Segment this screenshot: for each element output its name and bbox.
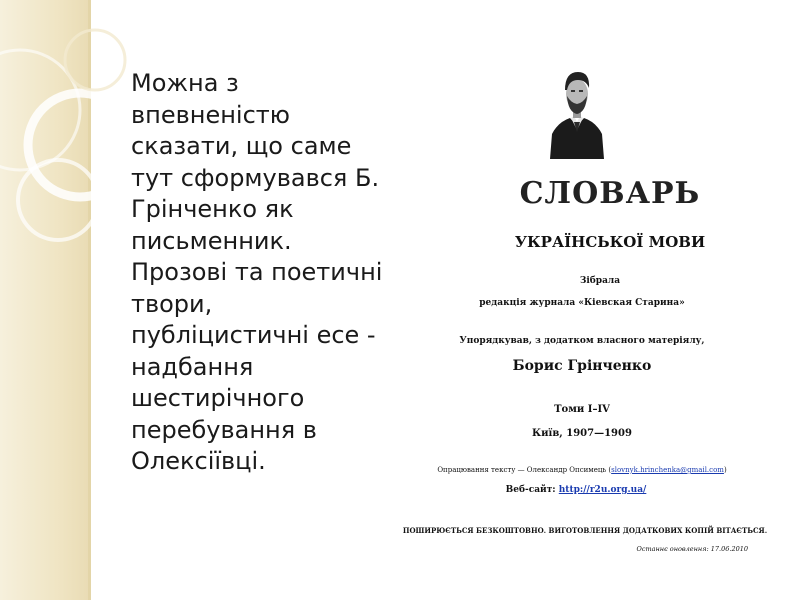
body-line: публіцистичні есе - xyxy=(131,321,376,349)
body-line: шестирічного xyxy=(131,384,305,412)
website-link[interactable]: http://r2u.org.ua/ xyxy=(558,485,647,495)
digitized-prefix: Опрацювання тексту — Олександр Опсимець ( xyxy=(437,466,612,474)
last-updated-text: Останнє оновлення: 17.06.2010 xyxy=(636,545,748,553)
author-portrait xyxy=(548,56,606,159)
dictionary-title: СЛОВАРЬ xyxy=(519,176,701,211)
body-line: твори, xyxy=(131,289,213,318)
contact-email-link[interactable]: slovnyk.hrinchenka@gmail.com xyxy=(611,466,724,474)
body-line: впевненістю xyxy=(131,100,290,129)
arranged-by-text: Упорядкував, з додатком власного матеріялу, xyxy=(459,336,705,346)
body-line: Можна з xyxy=(131,69,239,97)
compiled-by-text: Зібрала xyxy=(579,276,621,286)
body-line: Прозові та поетичні xyxy=(131,258,383,286)
body-line: сказати, що саме xyxy=(131,132,352,160)
decorative-circles xyxy=(0,0,140,260)
body-line: тут сформувався Б. xyxy=(131,163,380,192)
body-line: Грінченко як xyxy=(131,195,294,223)
distribution-notice: ПОШИРЮЄТЬСЯ БЕЗКОШТОВНО. ВИГОТОВЛЕННЯ ДОДАТКОВИХ КОПІЙ ВІТАЄТЬСЯ. xyxy=(402,526,768,535)
website-line xyxy=(386,485,766,495)
body-line: письменник. xyxy=(131,226,292,255)
website-label: Веб-сайт: xyxy=(505,485,559,495)
body-paragraph xyxy=(131,68,411,478)
place-years-text: Київ, 1907—1909 xyxy=(532,428,632,439)
dictionary-subtitle: УКРАЇНСЬКОЇ МОВИ xyxy=(514,233,706,251)
body-line: надбання xyxy=(131,352,254,381)
digitized-suffix: ) xyxy=(723,466,727,474)
author-name: Борис Грінченко xyxy=(512,358,652,374)
body-line: перебування в xyxy=(131,415,317,444)
digitization-credit xyxy=(392,466,772,474)
editorial-text: редакція журнала «Кіевская Старина» xyxy=(479,298,685,308)
volumes-text: Томи I–IV xyxy=(554,404,610,415)
body-line: Олексіївці. xyxy=(131,447,266,475)
